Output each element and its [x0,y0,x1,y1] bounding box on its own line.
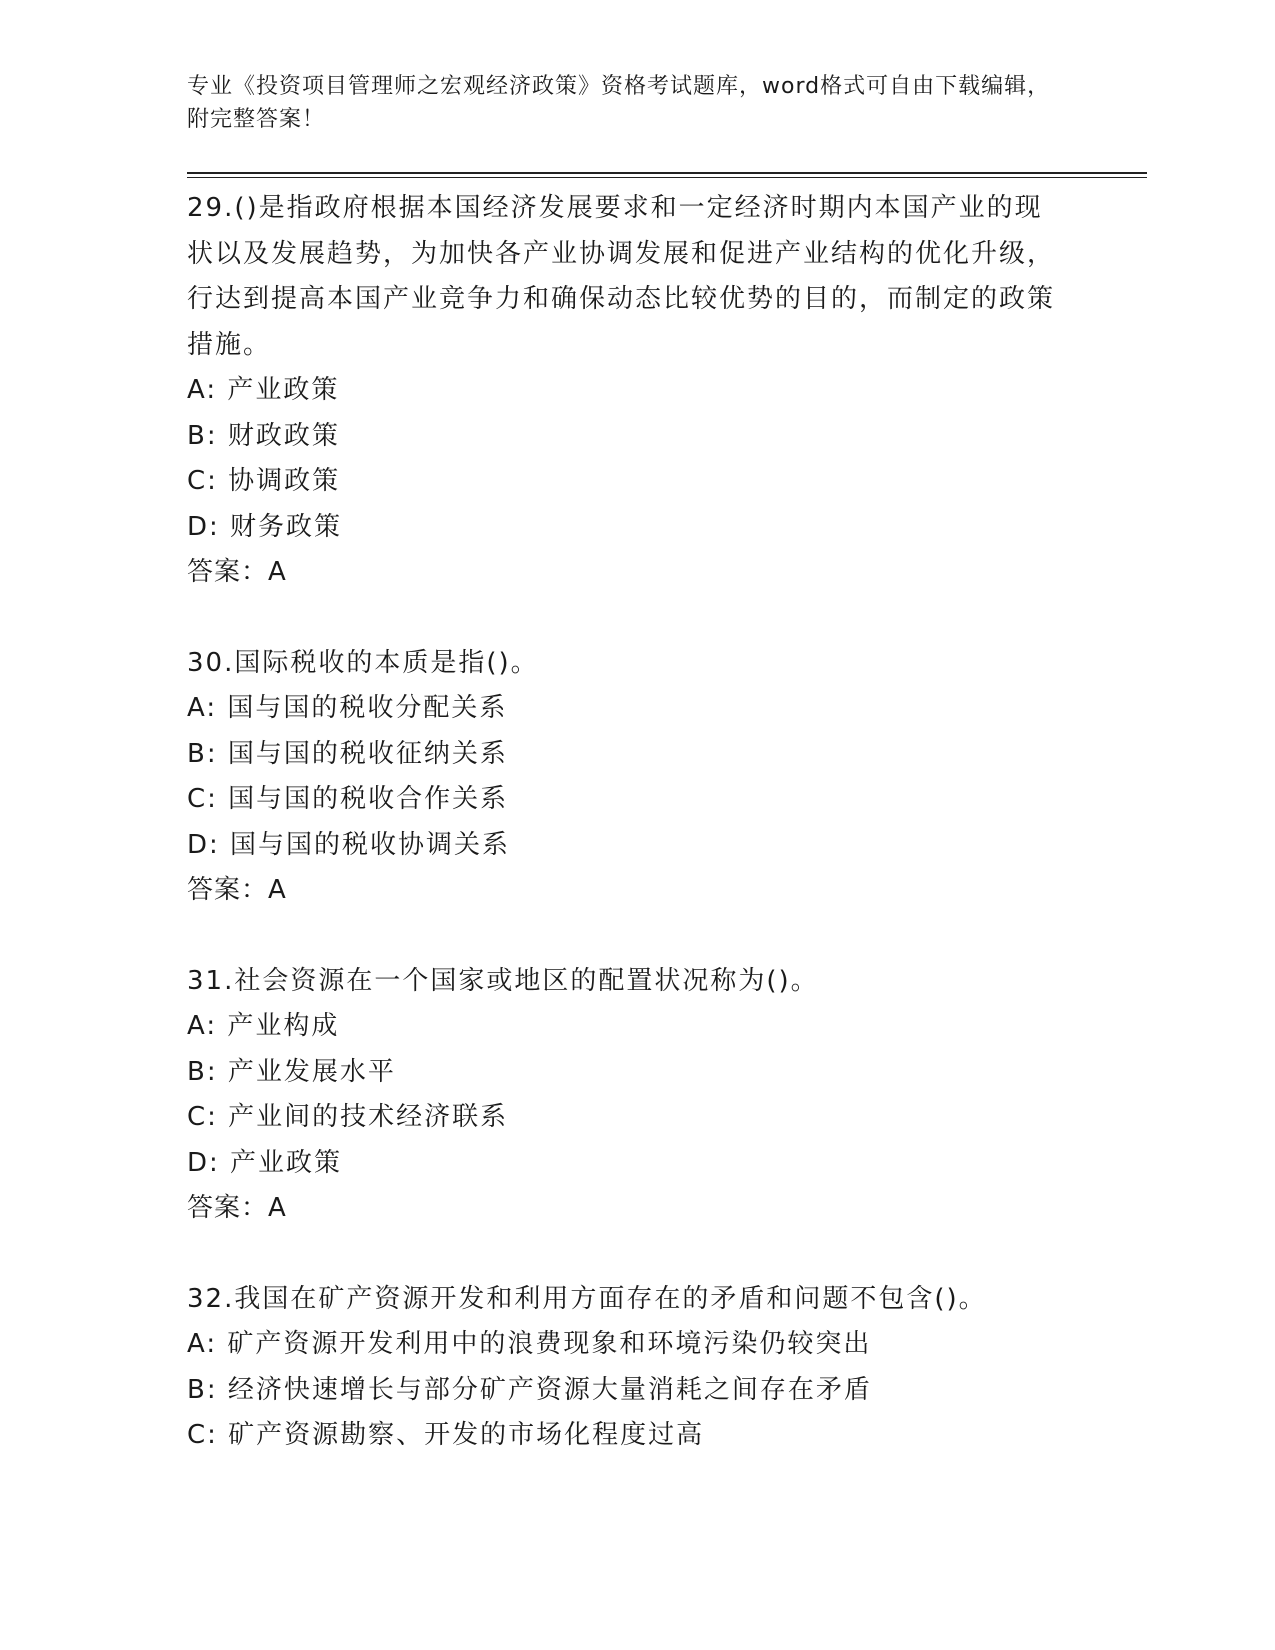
answer-line: 答案：A [187,875,287,905]
option-c: C: 产业间的技术经济联系 [187,1102,509,1132]
question-32 [187,1277,1147,1459]
option-d: D: 国与国的税收协调关系 [187,829,511,860]
header-divider [187,172,1147,178]
option-d: D: 财务政策 [187,511,343,542]
option-c: C: 矿产资源勘察、开发的市场化程度过高 [187,1420,705,1450]
answer-line: 答案：A [187,557,287,587]
option-c: C: 协调政策 [187,466,341,496]
question-spacer [187,1232,1147,1277]
option-b: B: 经济快速增长与部分矿产资源大量消耗之间存在矛盾 [187,1374,872,1405]
option-b: B: 财政政策 [187,420,340,451]
question-stem: 30.国际税收的本质是指()。 [187,647,539,678]
question-30 [187,641,1147,914]
question-stem: 32.我国在矿产资源开发和利用方面存在的矛盾和问题不包含()。 [187,1283,987,1314]
option-d: D: 产业政策 [187,1147,343,1178]
option-a: A: 产业政策 [187,375,340,405]
answer-line: 答案：A [187,1193,287,1223]
question-list [187,186,1147,1459]
option-b: B: 国与国的税收征纳关系 [187,738,508,769]
document-page [187,70,1147,1459]
document-header: 专业《投资项目管理师之宏观经济政策》资格考试题库，word格式可自由下载编辑，附完整答案！ [187,74,1051,132]
question-spacer [187,914,1147,959]
question-spacer [187,596,1147,641]
option-a: A: 国与国的税收分配关系 [187,693,508,723]
question-stem: 31.社会资源在一个国家或地区的配置状况称为()。 [187,965,819,996]
question-stem: 29.()是指政府根据本国经济发展要求和一定经济时期内本国产业的现状以及发展趋势，为加快各产业协调发展和促进产业结构的优化升级，行达到提高本国产业竞争力和确保动态比较优势的目的，而制定的政策措施。 [187,193,1056,360]
question-29 [187,186,1147,596]
option-a: A: 矿产资源开发利用中的浪费现象和环境污染仍较突出 [187,1329,872,1359]
option-c: C: 国与国的税收合作关系 [187,784,509,814]
option-a: A: 产业构成 [187,1011,340,1041]
option-b: B: 产业发展水平 [187,1056,396,1087]
question-31 [187,959,1147,1232]
